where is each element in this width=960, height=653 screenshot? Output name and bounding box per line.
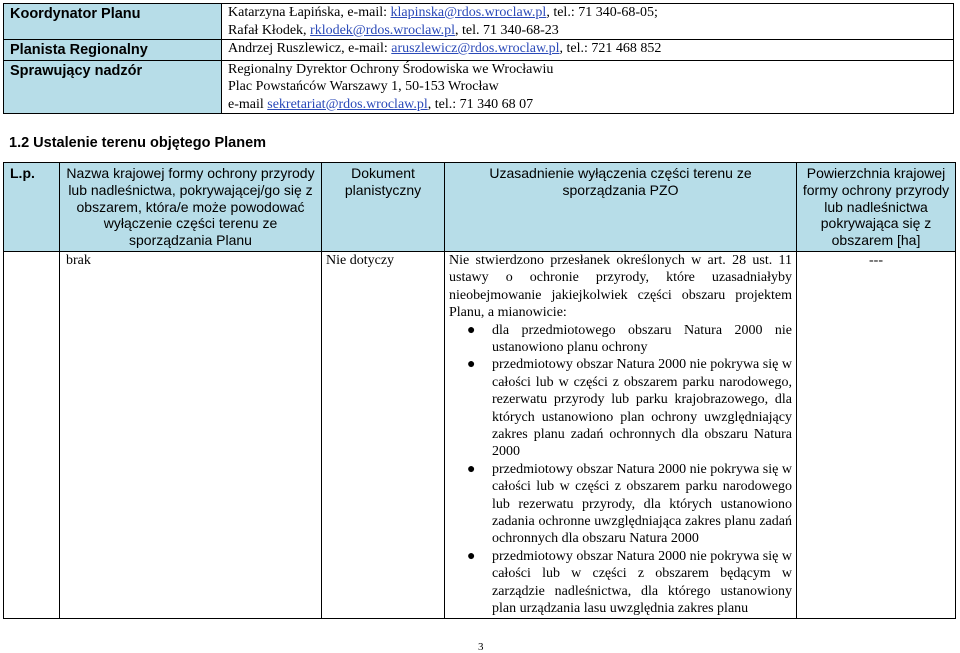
list-item-text: przedmiotowy obszar Natura 2000 nie pokrywa się w całości lub w części z obszarem parku narodowego lub rezerwatu przyrody, dla których ustanowiono zadania ochronne uwzględniająca zakres planu zadań ochronnych dla obszaru Natura 2000: [492, 461, 792, 547]
uzasadnienie-bullet-list: [449, 322, 792, 618]
list-item: [467, 322, 792, 357]
email-link[interactable]: aruszlewicz@rdos.wroclaw.pl: [391, 41, 560, 56]
header-info-row: [4, 60, 954, 114]
header-info-text: , tel.: 71 340 68 07: [427, 96, 534, 112]
list-item: [467, 356, 792, 460]
cell-lp: [4, 251, 60, 618]
header-info-text: , tel.: 71 340-68-05;: [546, 5, 658, 20]
uzasadnienie-intro: Nie stwierdzono przesłanek określonych w art. 28 ust. 11 ustawy o ochronie przyrody, które uzasadniałyby nieobejmowanie jakiejkolwiek części obszaru projektem Planu, a mianowicie:: [449, 252, 792, 321]
cell-dokument: Nie dotyczy: [322, 251, 445, 618]
email-link[interactable]: sekretariat@rdos.wroclaw.pl: [267, 96, 428, 112]
table-row: [4, 251, 956, 618]
header-info-text: e-mail: [228, 96, 268, 112]
header-info-table: [3, 3, 954, 114]
header-uzasadnienie: Uzasadnienie wyłączenia części terenu ze sporządzania PZO: [445, 163, 797, 252]
area-determination-table: [3, 162, 956, 619]
list-item-text: dla przedmiotowego obszaru Natura 2000 nie ustanowiono planu ochrony: [492, 322, 792, 356]
header-info-text: Katarzyna Łapińska, e-mail:: [228, 5, 391, 20]
header-dokument: Dokument planistyczny: [322, 163, 445, 252]
header-info-value: [222, 40, 954, 61]
header-info-label: Sprawujący nadzór: [4, 60, 222, 114]
email-link[interactable]: rklodek@rdos.wroclaw.pl: [310, 22, 455, 38]
bullet-icon: ●: [467, 548, 476, 564]
header-info-line: [228, 4, 949, 22]
header-info-text: , tel. 71 340-68-23: [454, 22, 559, 38]
header-info-line: [228, 78, 949, 96]
header-info-text: Plac Powstańców Warszawy 1, 50-153 Wrocław: [228, 79, 499, 94]
cell-uzasadnienie: [445, 251, 797, 618]
header-info-line: [228, 96, 949, 114]
header-info-row: [4, 4, 954, 40]
table-header-row: [4, 163, 956, 252]
list-item-text: przedmiotowy obszar Natura 2000 nie pokrywa się w całości lub w części z obszarem parku narodowego, rezerwatu przyrody lub parku krajobrazowego, dla których ustanowiono plan ochrony uwzględniający zakres planu zadań ochronnych dla obszaru Natura 2000: [492, 357, 792, 460]
header-info-line: [228, 22, 949, 40]
header-info-label: Koordynator Planu: [4, 4, 222, 40]
header-info-text: Andrzej Ruszlewicz, e-mail:: [228, 41, 392, 56]
header-info-line: [228, 40, 949, 58]
header-lp: L.p.: [4, 163, 60, 252]
header-powierzchnia: Powierzchnia krajowej formy ochrony przyrody lub nadleśnictwa pokrywająca się z obszarem [ha]: [797, 163, 956, 252]
bullet-icon: ●: [467, 322, 476, 338]
cell-powierzchnia: ---: [797, 251, 956, 618]
header-info-value: [222, 60, 954, 114]
list-item: [467, 461, 792, 548]
header-info-body: [4, 4, 954, 114]
list-item: [467, 548, 792, 618]
header-info-text: , tel.: 721 468 852: [559, 41, 662, 56]
bullet-icon: ●: [467, 357, 476, 373]
header-nazwa: Nazwa krajowej formy ochrony przyrody lub nadleśnictwa, pokrywającej/go się z obszarem, która/e może powodować wyłączenie części terenu ze sporządzania Planu: [60, 163, 322, 252]
bullet-icon: ●: [467, 461, 476, 477]
header-info-text: Rafał Kłodek,: [228, 22, 311, 38]
header-info-label: Planista Regionalny: [4, 40, 222, 61]
section-title: 1.2 Ustalenie terenu objętego Planem: [9, 135, 267, 151]
header-info-line: [228, 61, 949, 79]
page-number: 3: [478, 641, 484, 653]
header-info-value: [222, 4, 954, 40]
header-info-text: Regionalny Dyrektor Ochrony Środowiska we Wrocławiu: [228, 61, 554, 77]
header-info-row: [4, 40, 954, 61]
cell-nazwa: brak: [60, 251, 322, 618]
list-item-text: przedmiotowy obszar Natura 2000 nie pokrywa się w całości lub w części z obszarem będącym w zarządzie nadleśnictwa, dla którego ustanowiony plan urządzania lasu uwzględnia zakres planu: [492, 548, 792, 617]
email-link[interactable]: klapinska@rdos.wroclaw.pl: [390, 5, 547, 20]
